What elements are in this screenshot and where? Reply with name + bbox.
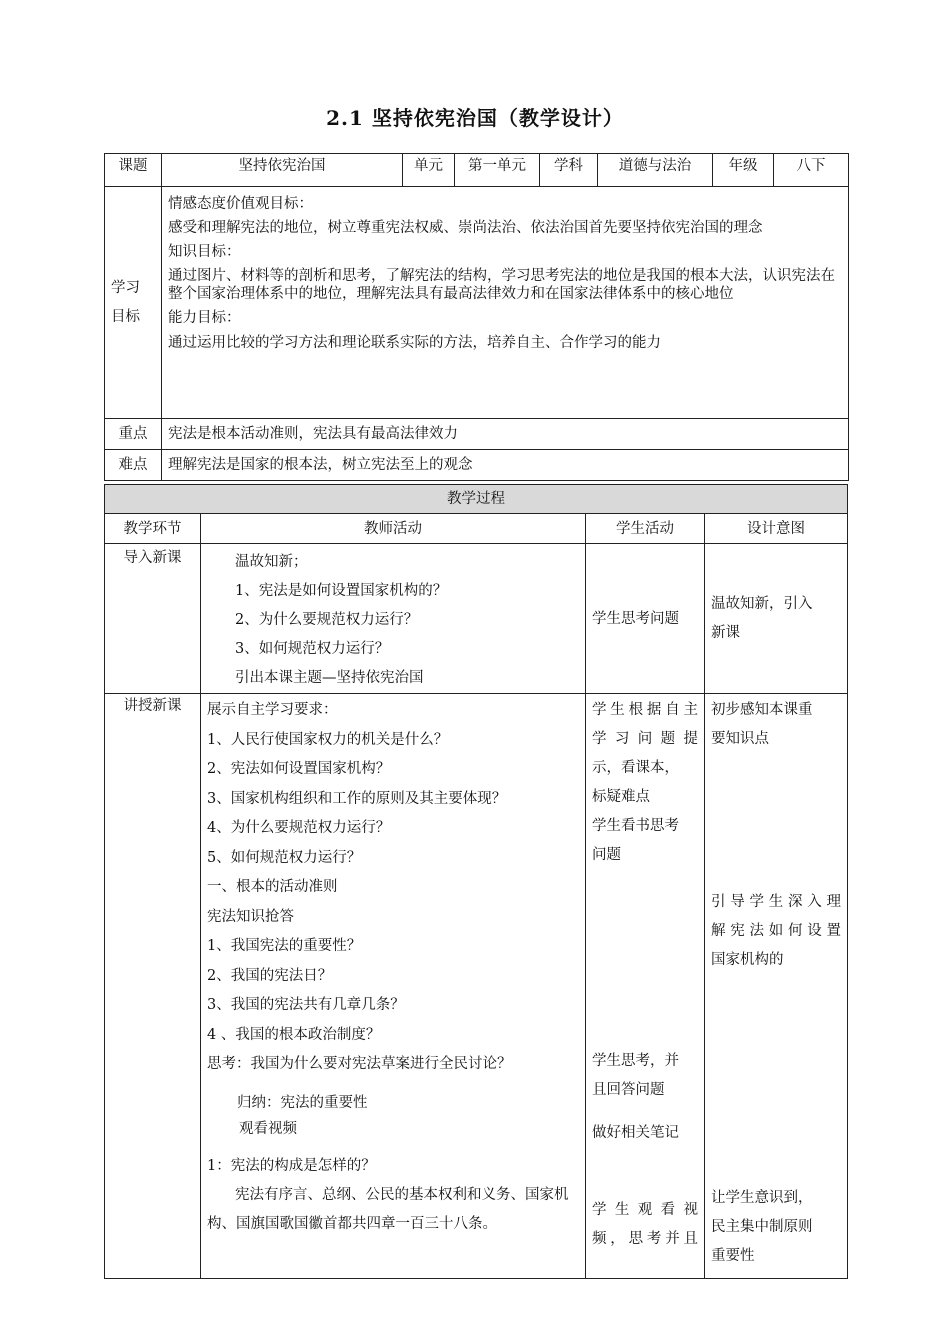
- lecture-student-line: 学生观看视: [592, 1202, 698, 1218]
- difficulty-label: 难点: [105, 450, 162, 481]
- lecture-student-line: 且回答问题: [592, 1082, 665, 1098]
- lecture-teacher-line: 一、根本的活动准则: [207, 879, 338, 895]
- spacer: [207, 1142, 579, 1152]
- header-student: 学生活动: [586, 514, 705, 544]
- lecture-teacher-paragraph: 宪法有序言、总纲、公民的基本权利和义务、国家机构、国旗国歌国徽首都共四章一百三十八条。: [207, 1187, 569, 1232]
- spacer: [592, 1148, 698, 1196]
- lecture-teacher-line: 观看视频: [239, 1120, 297, 1137]
- header-intent: 设计意图: [705, 514, 848, 544]
- lecture-intent: [705, 694, 848, 1279]
- lecture-student-line: 标疑难点: [592, 789, 650, 805]
- lecture-teacher-line: 归纳：宪法的重要性: [237, 1094, 368, 1111]
- intro-teacher: [201, 544, 586, 694]
- grade-label: 年级: [713, 154, 774, 187]
- spacer: [207, 1080, 579, 1090]
- lecture-student-line: 学生根据自主: [592, 702, 698, 718]
- topic-label: 课题: [105, 154, 162, 187]
- lesson-info-table: [104, 153, 849, 481]
- document-title: 2.1 坚持依宪治国（教学设计）: [326, 106, 624, 130]
- spacer: [711, 754, 841, 888]
- teaching-process-table: [104, 484, 848, 1279]
- lecture-intent-line: 重要性: [711, 1248, 755, 1264]
- lecture-student: [586, 694, 705, 1279]
- header-teacher: 教师活动: [201, 514, 586, 544]
- lecture-teacher-line: 5、如何规范权力运行？: [207, 849, 362, 866]
- lecture-teacher: [201, 694, 586, 1279]
- lecture-student-line: 问题: [592, 847, 621, 863]
- lecture-teacher-line: 4、为什么要规范权力运行？: [207, 820, 391, 836]
- goal-heading-knowledge: 知识目标：: [168, 244, 241, 260]
- goal-text-knowledge: 通过图片、材料等的剖析和思考，了解宪法的结构，学习思考宪法的地位是我国的根本大法，认识宪法在整个国家治理体系中的地位，理解宪法具有最高法律效力和在国家法律体系中的核心地位: [168, 268, 835, 302]
- intro-intent-line: 新课: [711, 624, 740, 641]
- lecture-teacher-line: 3、我国的宪法共有几章几条？: [207, 997, 405, 1013]
- lecture-stage: 讲授新课: [105, 694, 201, 1279]
- unit-value: 第一单元: [455, 154, 540, 187]
- difficulty-text: 理解宪法是国家的根本法，树立宪法至上的观念: [162, 450, 849, 481]
- lecture-student-line: 学习问题提: [592, 731, 698, 747]
- intro-stage: 导入新课: [105, 544, 201, 694]
- lecture-intent-line: 让学生意识到，: [711, 1190, 813, 1206]
- lecture-student-line: 示，看课本，: [592, 760, 679, 776]
- goals-label: [105, 187, 162, 419]
- goals-content: [162, 187, 849, 419]
- lecture-teacher-line: 宪法知识抢答: [207, 908, 294, 925]
- lecture-teacher-line: 2、宪法如何设置国家机构？: [207, 761, 391, 777]
- lecture-student-line: 学生思考，并: [592, 1053, 679, 1069]
- lecture-intent-line: 民主集中制原则: [711, 1219, 813, 1235]
- lecture-teacher-line: 展示自主学习要求：: [207, 702, 338, 718]
- topic-value: 坚持依宪治国: [162, 154, 403, 187]
- goal-heading-emotion: 情感态度价值观目标：: [168, 196, 313, 212]
- lecture-teacher-line: 4 、我国的根本政治制度？: [207, 1026, 381, 1043]
- intro-intent: [705, 544, 848, 694]
- intro-intent-line: 温故知新，引入: [711, 595, 813, 612]
- goal-text-ability: 通过运用比较的学习方法和理论联系实际的方法，培养自主、合作学习的能力: [168, 335, 661, 351]
- lecture-teacher-line: 1、人民行使国家权力的机关是什么？: [207, 731, 449, 748]
- unit-label: 单元: [403, 154, 455, 187]
- intro-teacher-line: 引出本课主题—坚持依宪治国: [235, 670, 424, 686]
- lecture-teacher-line: 1：宪法的构成是怎样的？: [207, 1157, 376, 1174]
- intro-teacher-line: 3、如何规范权力运行？: [235, 641, 390, 657]
- subject-label: 学科: [540, 154, 598, 187]
- lecture-teacher-line: 2、我国的宪法日？: [207, 967, 333, 984]
- spacer: [711, 975, 841, 1184]
- process-banner: 教学过程: [105, 485, 848, 514]
- lecture-intent-line: 要知识点: [711, 731, 769, 747]
- intro-student: 学生思考问题: [586, 544, 705, 694]
- goals-label-text: 学习目标: [111, 279, 140, 325]
- intro-teacher-line: 温故知新；: [235, 554, 308, 570]
- lecture-teacher-line: 3、国家机构组织和工作的原则及其主要体现？: [207, 790, 507, 807]
- key-point-label: 重点: [105, 419, 162, 450]
- goal-text-emotion: 感受和理解宪法的地位，树立尊重宪法权威、崇尚法治、依法治国首先要坚持依宪治国的理念: [168, 220, 763, 236]
- lecture-student-line: 学生看书思考: [592, 818, 679, 834]
- lecture-student-line: 做好相关笔记: [592, 1125, 679, 1141]
- intro-teacher-line: 2、为什么要规范权力运行？: [235, 612, 419, 628]
- subject-value: 道德与法治: [598, 154, 713, 187]
- header-stage: 教学环节: [105, 514, 201, 544]
- lecture-intent-line: 引导学生深入理: [711, 894, 841, 910]
- spacer: [592, 1105, 698, 1119]
- lecture-intent-line: 国家机构的: [711, 952, 784, 968]
- lecture-intent-line: 初步感知本课重: [711, 702, 813, 718]
- spacer: [592, 870, 698, 1047]
- lecture-student-line: 频，思考并且: [592, 1231, 698, 1247]
- intro-teacher-line: 1、宪法是如何设置国家机构的？: [235, 583, 448, 599]
- lecture-teacher-line: 思考：我国为什么要对宪法草案进行全民讨论？: [207, 1056, 512, 1072]
- grade-value: 八下: [774, 154, 849, 187]
- key-point-text: 宪法是根本活动准则，宪法具有最高法律效力: [162, 419, 849, 450]
- lecture-teacher-line: 1、我国宪法的重要性？: [207, 938, 362, 954]
- lecture-intent-line: 解宪法如何设置: [711, 923, 841, 939]
- goal-heading-ability: 能力目标：: [168, 310, 241, 326]
